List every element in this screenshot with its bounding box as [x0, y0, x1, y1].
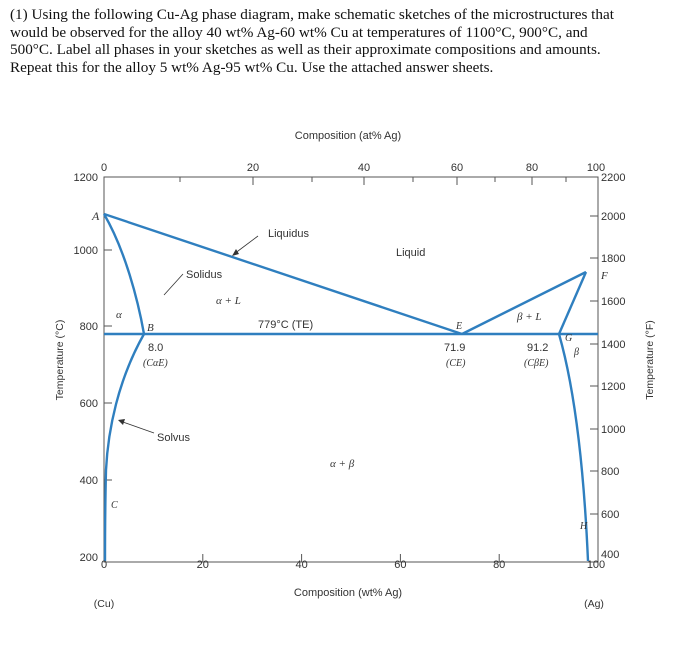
- right-tick-1600: 1600: [601, 296, 626, 308]
- eutectic-symbol: (CE): [446, 358, 466, 369]
- left-tick-800: 800: [79, 321, 98, 333]
- liquidus-label: Liquidus: [268, 228, 309, 240]
- ag-end-label: (Ag): [584, 598, 604, 610]
- top-tick-60: 60: [450, 162, 464, 174]
- eutectic-composition: 71.9: [444, 342, 466, 354]
- left-tick-labels: [74, 172, 98, 564]
- beta-eutectic-symbol: (CβE): [524, 358, 549, 369]
- top-tick-40: 40: [357, 162, 371, 174]
- point-label-c: C: [111, 500, 118, 511]
- right-tick-2000: 2000: [601, 211, 626, 223]
- top-tick-20: 20: [246, 162, 260, 174]
- right-tick-1200: 1200: [601, 381, 626, 393]
- alpha-plus-beta-label: α + β: [330, 458, 355, 470]
- top-tick-100: 100: [586, 162, 606, 174]
- alpha-eutectic-symbol: (CαE): [143, 358, 168, 369]
- question-line-1: (1) Using the following Cu-Ag phase diagram, make schematic sketches of the microstructures that: [10, 6, 614, 23]
- point-label-a: A: [92, 209, 100, 223]
- right-tick-400: 400: [601, 549, 620, 561]
- right-tick-2200: 2200: [601, 172, 626, 184]
- liquidus-right-line: [462, 272, 586, 334]
- alpha-plus-liquid-label: α + L: [216, 295, 241, 307]
- alpha-eutectic-composition: 8.0: [148, 342, 164, 354]
- right-tick-800: 800: [601, 466, 620, 478]
- right-tick-labels: [601, 172, 625, 561]
- solvus-label: Solvus: [157, 432, 191, 444]
- cu-end-label: (Cu): [93, 598, 115, 610]
- solvus-left-curve: [105, 334, 144, 561]
- bottom-tick-40: 40: [295, 559, 308, 571]
- bottom-tick-0: 0: [100, 559, 108, 571]
- right-tick-1000: 1000: [601, 424, 626, 436]
- point-label-h: H: [580, 521, 588, 532]
- left-tick-200: 200: [79, 552, 98, 564]
- solidus-right-line: [559, 272, 586, 334]
- beta-plus-liquid-label: β + L: [517, 311, 542, 323]
- bottom-axis-title: Composition (wt% Ag): [293, 587, 403, 599]
- left-tick-400: 400: [79, 475, 98, 487]
- liquidus-arrowhead: [232, 249, 239, 256]
- top-tick-80: 80: [525, 162, 539, 174]
- bottom-tick-60: 60: [394, 559, 407, 571]
- point-label-b: B: [147, 322, 154, 334]
- beta-region-label: β: [574, 347, 579, 358]
- left-tick-600: 600: [79, 398, 98, 410]
- right-axis-ticks: [590, 216, 598, 514]
- point-label-f: F: [601, 270, 608, 282]
- solidus-left-curve: [104, 214, 144, 334]
- top-tick-0: 0: [100, 162, 108, 174]
- top-axis-ticks: [104, 177, 598, 185]
- point-label-g: G: [565, 333, 573, 344]
- solvus-arrowhead: [118, 419, 125, 425]
- right-tick-1800: 1800: [601, 253, 626, 265]
- question-line-4: Repeat this for the alloy 5 wt% Ag-95 wt% Cu. Use the attached answer sheets.: [10, 58, 494, 76]
- bottom-tick-100: 100: [586, 559, 606, 571]
- bottom-tick-20: 20: [196, 559, 209, 571]
- top-axis-title: Composition (at% Ag): [294, 130, 402, 142]
- point-label-e: E: [456, 321, 463, 332]
- bottom-axis-ticks: [203, 554, 499, 562]
- bottom-tick-labels: [101, 559, 605, 571]
- top-tick-labels: [101, 162, 605, 174]
- left-tick-1200: 1200: [73, 172, 98, 184]
- left-axis-title: Temperature (°C): [54, 319, 66, 401]
- right-axis-title: Temperature (°F): [644, 320, 656, 400]
- alpha-region-label: α: [116, 309, 122, 321]
- bottom-tick-80: 80: [493, 559, 506, 571]
- liquid-label: Liquid: [396, 247, 426, 259]
- question-line-3: 500°C. Label all phases in your sketches as well as their approximate compositions and amounts.: [10, 41, 601, 59]
- beta-eutectic-composition: 91.2: [527, 342, 549, 354]
- phase-boundaries: [104, 214, 598, 561]
- plot-frame: [104, 177, 598, 562]
- question-line-2: would be observed for the alloy 40 wt% Ag-60 wt% Cu at temperatures of 1100°C, 900°C, and: [10, 23, 588, 41]
- left-tick-1000: 1000: [73, 245, 98, 257]
- right-tick-1400: 1400: [601, 339, 626, 351]
- eutectic-temp-label: 779°C (TE): [258, 319, 314, 331]
- right-tick-600: 600: [601, 509, 620, 521]
- solidus-label: Solidus: [186, 269, 223, 281]
